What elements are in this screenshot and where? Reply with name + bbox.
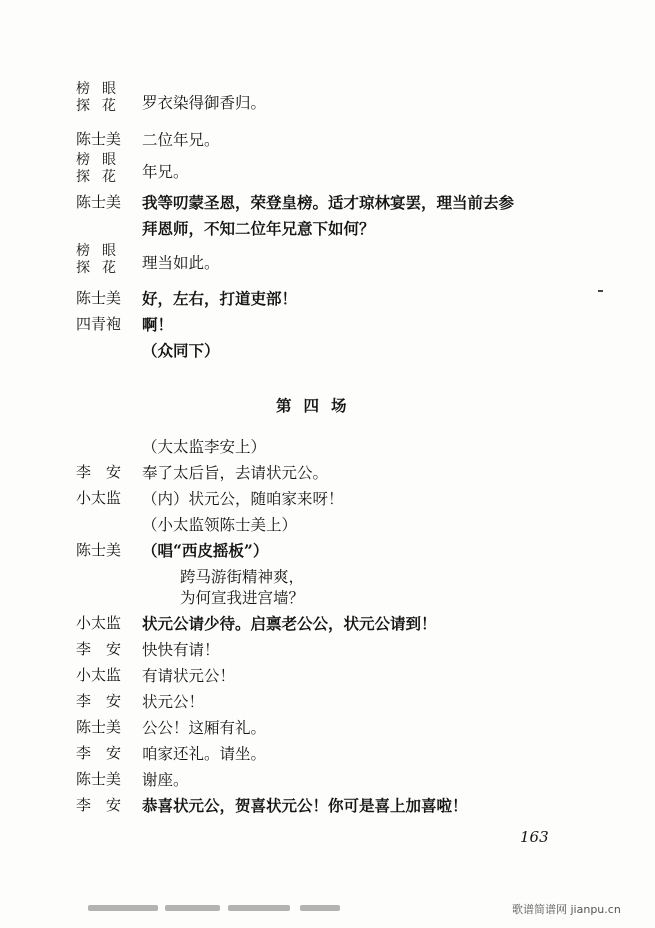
watermark: 歌谱简谱网 jianpu.cn: [512, 903, 621, 916]
speaker-name: 李 安: [76, 463, 122, 481]
scene-title: 第四场: [276, 396, 359, 415]
speaker-name: 小太监: [76, 489, 122, 507]
speaker-name: 李 安: [76, 796, 122, 814]
dialogue-text: 公公！这厢有礼。: [142, 719, 267, 737]
speaker-pair: 榜眼 探花: [76, 152, 128, 185]
dialogue-text: 奉了太后旨，去请状元公。: [142, 464, 329, 482]
dialogue-text: 恭喜状元公，贺喜状元公！你可是喜上加喜啦！: [142, 796, 468, 815]
dialogue-text: 有请状元公！: [142, 667, 236, 685]
page-number: 163: [520, 828, 549, 846]
speaker-name: 四青袍: [76, 315, 122, 333]
dialogue-text: 理当如此。: [142, 254, 220, 272]
dialogue-text: 状元公！: [142, 693, 205, 711]
stage-direction: （大太监李安上）: [142, 438, 267, 456]
speaker-name: 陈士美: [76, 541, 122, 559]
dialogue-text: 状元公请少待。启禀老公公，状元公请到！: [142, 614, 437, 633]
speaker-name: 小太监: [76, 666, 122, 684]
speaker-name: 陈士美: [76, 770, 122, 788]
dialogue-text: 咱家还礼。请坐。: [142, 745, 267, 763]
stage-direction: （小太监领陈士美上）: [142, 516, 298, 534]
stage-direction: （众同下）: [142, 341, 220, 360]
dialogue-text: 快快有请！: [142, 641, 220, 659]
speaker-name: 陈士美: [76, 289, 122, 307]
speaker-name: 李 安: [76, 692, 122, 710]
dialogue-text: 谢座。: [142, 771, 189, 789]
scan-smudge: [228, 905, 290, 911]
stage-direction: （唱“西皮摇板”）: [142, 541, 269, 560]
dialogue-text: 好，左右，打道吏部！: [142, 289, 298, 308]
speaker-name: 李 安: [76, 640, 122, 658]
speaker-name: 李 安: [76, 744, 122, 762]
speaker-pair: 榜眼 探花: [76, 243, 128, 276]
dialogue-text: （内）状元公，随咱家来呀！: [142, 490, 344, 508]
dialogue-text: 年兄。: [142, 163, 189, 181]
speaker-name: 陈士美: [76, 718, 122, 736]
scan-smudge: [88, 905, 158, 911]
dialogue-text: 拜恩师，不知二位年兄意下如何？: [142, 219, 375, 238]
dialogue-text: 二位年兄。: [142, 131, 220, 149]
song-lyric: 为何宣我进宫墙？: [180, 589, 305, 607]
dialogue-text: 我等叨蒙圣恩，荣登皇榜。适才琼林宴罢，理当前去参: [142, 193, 515, 212]
dialogue-text: 罗衣染得御香归。: [142, 94, 267, 112]
speaker-pair: 榜眼 探花: [76, 81, 128, 114]
scan-mark: [598, 290, 603, 292]
song-lyric: 跨马游街精神爽，: [180, 568, 305, 586]
speaker-name: 陈士美: [76, 130, 122, 148]
dialogue-text: 啊！: [142, 315, 174, 334]
scan-smudge: [165, 905, 220, 911]
speaker-name: 小太监: [76, 614, 122, 632]
scan-smudge: [300, 905, 340, 911]
speaker-name: 陈士美: [76, 193, 122, 211]
